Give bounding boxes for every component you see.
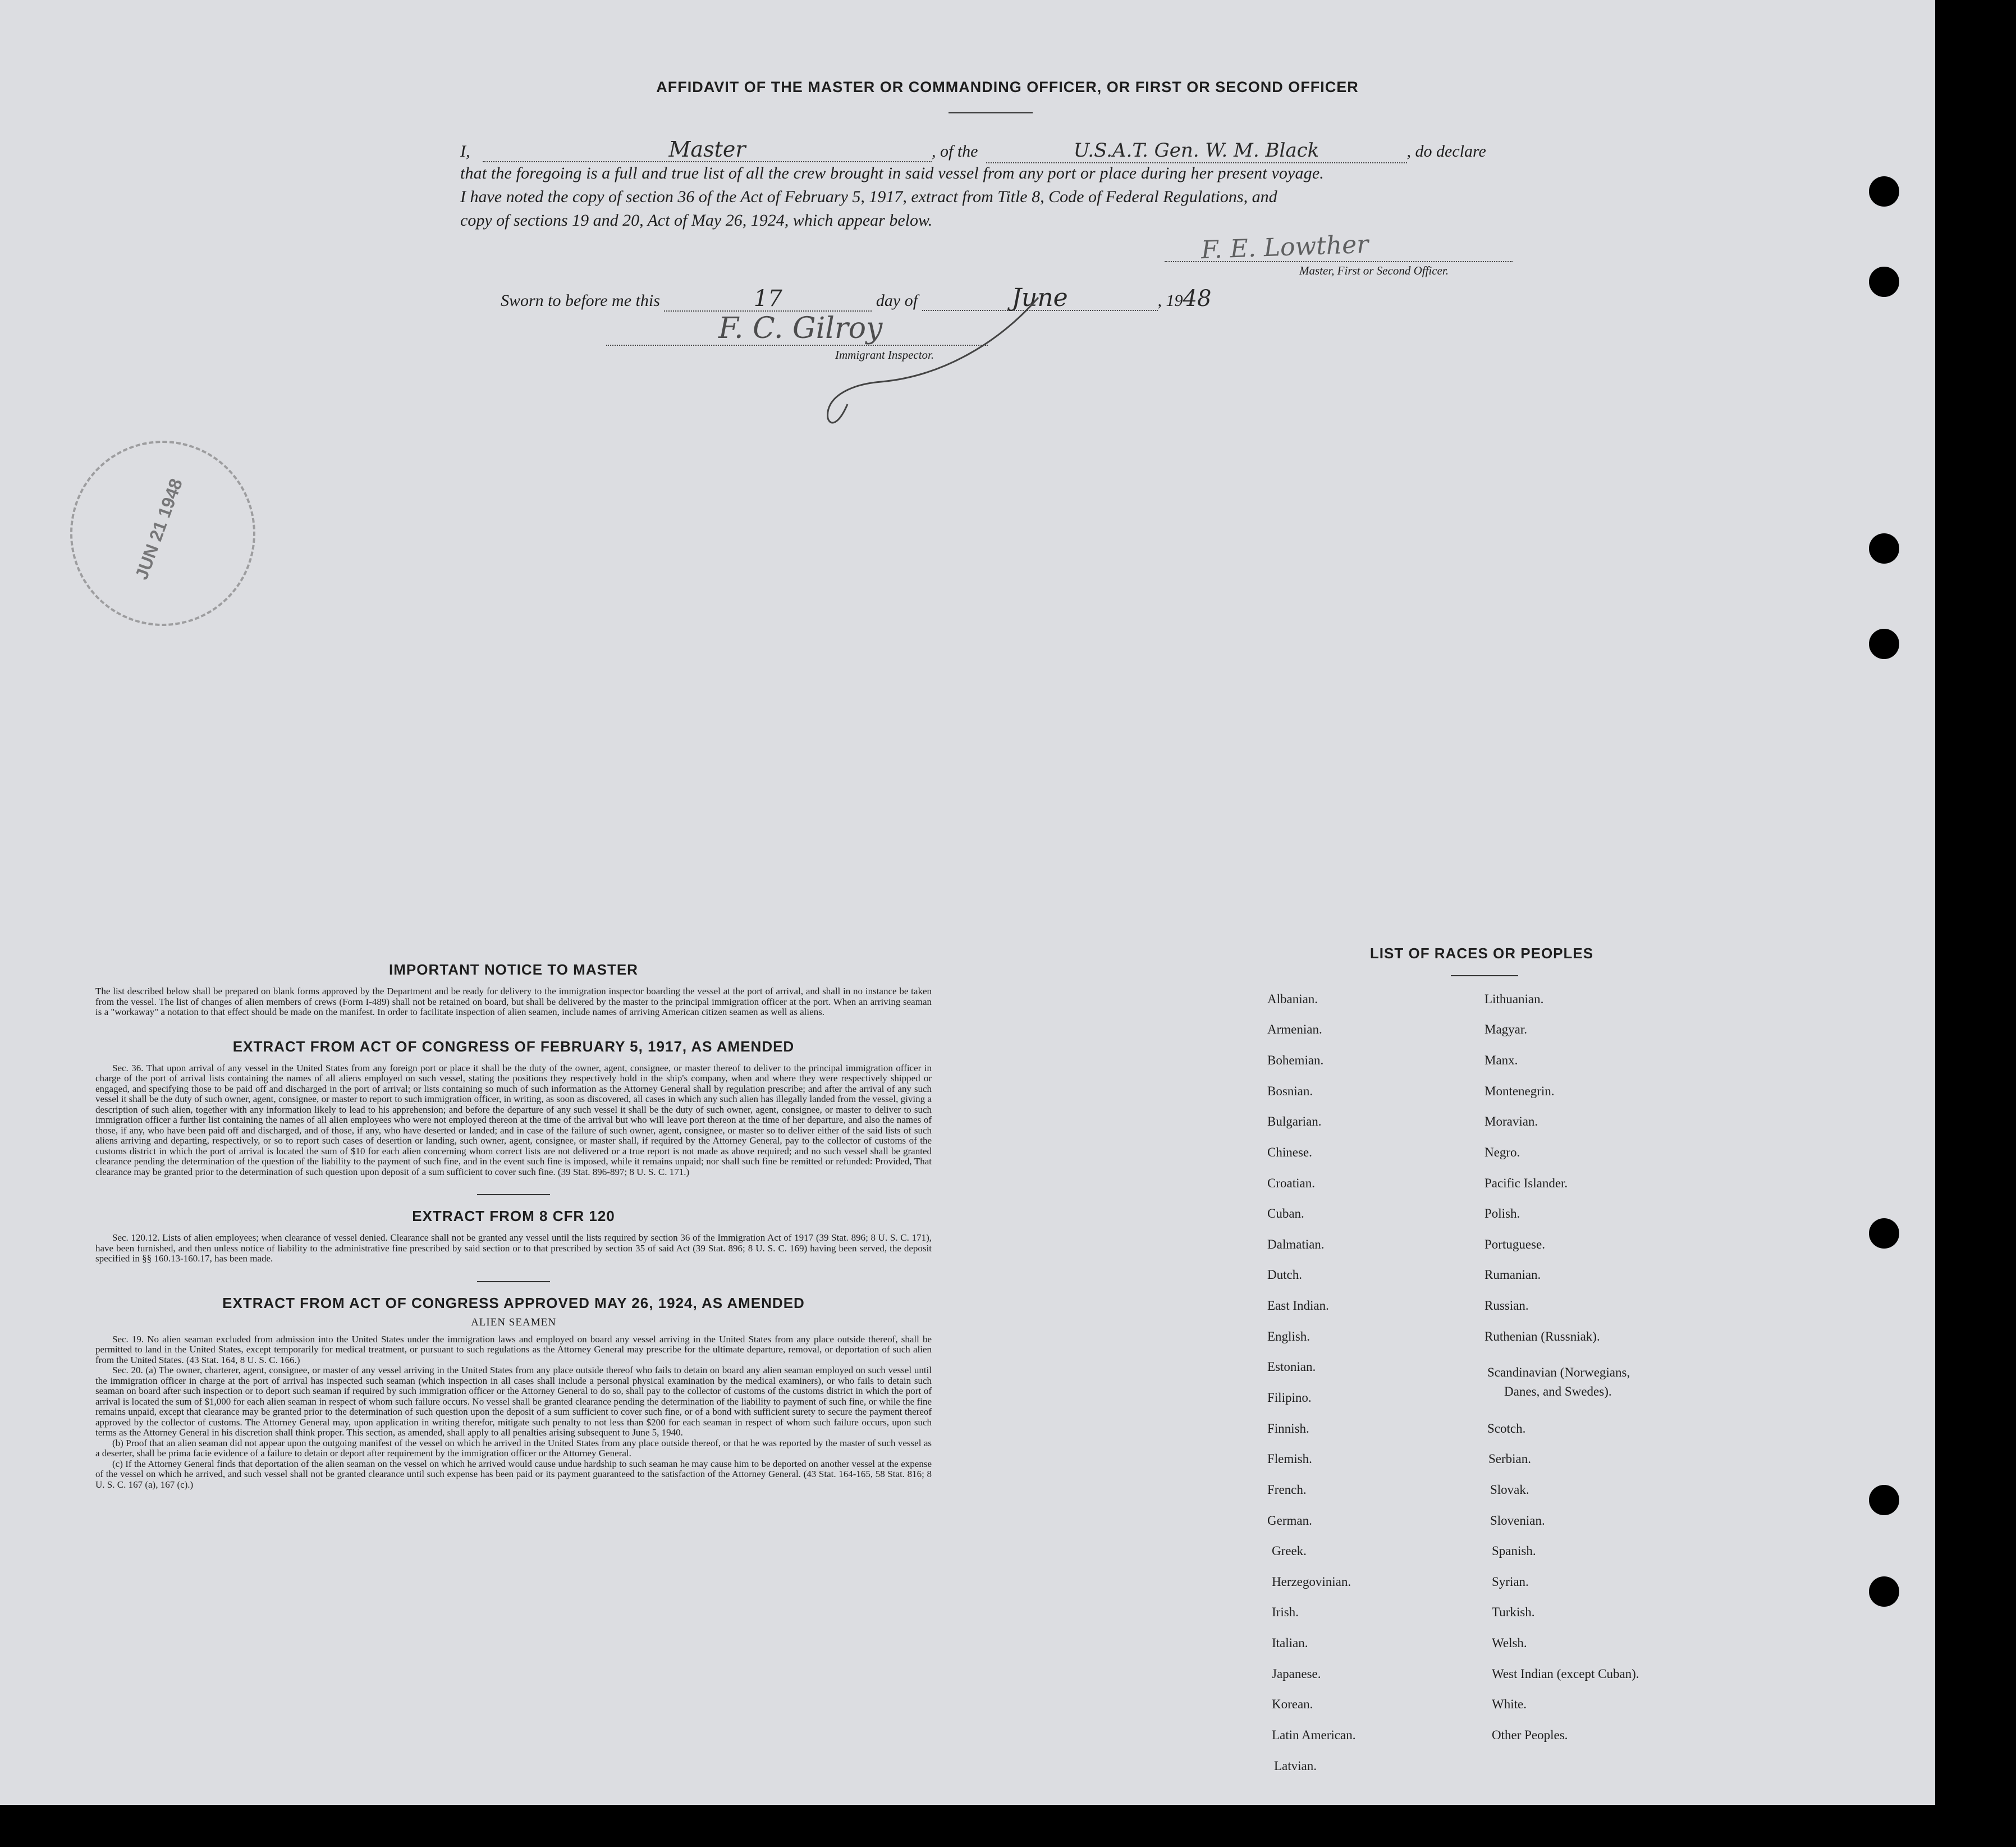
declaration-line bbox=[460, 138, 1515, 163]
race-left-item: Bohemian. bbox=[1267, 1053, 1324, 1067]
race-right-item: Slovenian. bbox=[1490, 1514, 1545, 1528]
race-left-item: Finnish. bbox=[1267, 1421, 1309, 1435]
race-right-item: Moravian. bbox=[1484, 1114, 1538, 1128]
race-left-item: Chinese. bbox=[1267, 1145, 1312, 1159]
master-label: Master, First or Second Officer. bbox=[1299, 264, 1449, 277]
year-field: 48 bbox=[1183, 286, 1212, 312]
extract2-heading: EXTRACT FROM 8 CFR 120 bbox=[412, 1208, 615, 1224]
extract3-heading: EXTRACT FROM ACT OF CONGRESS APPROVED MAY 26, 1924, AS AMENDED bbox=[222, 1294, 805, 1311]
race-left-item: German. bbox=[1267, 1514, 1312, 1528]
race-left-item: Latin American. bbox=[1272, 1728, 1356, 1742]
affidavit-title: AFFIDAVIT OF THE MASTER OR COMMANDING OFFICER, OR FIRST OR SECOND OFFICER bbox=[656, 79, 1359, 95]
body-line-3: copy of sections 19 and 20, Act of May 26, 1924, which appear below. bbox=[460, 211, 933, 230]
i-label: I, bbox=[460, 142, 470, 161]
race-left-item: Greek. bbox=[1272, 1544, 1307, 1558]
body-line-2: I have noted the copy of section 36 of the Act of February 5, 1917, extract from Title 8, Code of Federal Regulations, and bbox=[460, 188, 1277, 206]
race-right-item: Danes, and Swedes). bbox=[1504, 1384, 1612, 1398]
race-right-item: Magyar. bbox=[1484, 1022, 1528, 1036]
race-right-item: Slovak. bbox=[1490, 1483, 1529, 1497]
day-of-label: day of bbox=[876, 291, 918, 310]
race-left-item: Irish. bbox=[1272, 1605, 1299, 1619]
race-left-item: French. bbox=[1267, 1483, 1307, 1497]
race-left-item: Croatian. bbox=[1267, 1176, 1315, 1190]
race-left-item: Italian. bbox=[1272, 1636, 1308, 1650]
race-right-item: Syrian. bbox=[1492, 1575, 1529, 1589]
race-right-item: Pacific Islander. bbox=[1484, 1176, 1568, 1190]
race-right-item: Negro. bbox=[1484, 1145, 1520, 1159]
rule-1 bbox=[477, 1194, 550, 1195]
declarant-field: Master bbox=[483, 138, 932, 162]
race-right-item: Montenegrin. bbox=[1484, 1084, 1555, 1098]
receipt-stamp bbox=[70, 441, 255, 626]
race-left-item: East Indian. bbox=[1267, 1299, 1329, 1313]
notice-heading: IMPORTANT NOTICE TO MASTER bbox=[389, 961, 638, 978]
of-the-label: , of the bbox=[932, 142, 978, 161]
race-left-item: Estonian. bbox=[1267, 1360, 1316, 1374]
race-right-item: Scotch. bbox=[1487, 1421, 1526, 1435]
sec20b-text: (b) Proof that an alien seaman did not appear upon the outgoing manifest of the vessel on which he arrived in the United States from any place outside thereof, or that he was reported by the master of such vessel as a deserter, shall be prima facie evidence of a failure to detain or deport after requirement by the immigration officer or the Attorney General. bbox=[95, 1437, 932, 1459]
extract1-heading: EXTRACT FROM ACT OF CONGRESS OF FEBRUARY 5, 1917, AS AMENDED bbox=[232, 1037, 795, 1055]
race-left-item: Armenian. bbox=[1267, 1022, 1322, 1036]
punch-hole bbox=[1869, 533, 1899, 564]
race-right-item: Turkish. bbox=[1492, 1605, 1535, 1619]
race-left-item: Cuban. bbox=[1267, 1206, 1304, 1220]
notice-text: The list described below shall be prepared on blank forms approved by the Department and be ready for delivery to the immigration inspector boarding the vessel at the port of arrival, and shall in no instance be taken from the vessel. The list of changes of alien members of crews (Form I-489) shall not be retained on board, but shall be delivered by the master to the principal immigration officer at the port. When an arriving seaman is a "workaway" a notation to that effect should be made on the manifest. In order to facilitate inspection of alien seamen, include names of arriving American citizen seamen as well as aliens. bbox=[95, 986, 932, 1017]
body-line-1: that the foregoing is a full and true list of all the crew brought in said vessel from any port or place during her present voyage. bbox=[460, 164, 1324, 182]
extract3-subheading: ALIEN SEAMEN bbox=[471, 1316, 556, 1328]
punch-hole bbox=[1869, 267, 1899, 297]
race-left-item: Latvian. bbox=[1274, 1759, 1317, 1773]
race-right-item: Russian. bbox=[1484, 1299, 1529, 1313]
race-left-item: Albanian. bbox=[1267, 992, 1318, 1006]
sec19-text: Sec. 19. No alien seaman excluded from admission into the United States under the immigration laws and employed on board any vessel arriving in the United States from any place outside thereof, shall be permitted to land in the United States, except temporarily for medical treatment, or pursuant to such regulations as the Attorney General may prescribe for the ultimate departure, removal, or deportation of such alien from the United States. (43 Stat. 164, 8 U. S. C. 166.) bbox=[95, 1333, 932, 1365]
pen-stroke bbox=[814, 292, 1050, 427]
master-signature: F. E. Lowther bbox=[1201, 230, 1369, 265]
race-left-item: Japanese. bbox=[1272, 1667, 1321, 1681]
race-right-item: Welsh. bbox=[1492, 1636, 1527, 1650]
race-right-item: Scandinavian (Norwegians, bbox=[1487, 1365, 1630, 1379]
rule-2 bbox=[477, 1281, 550, 1282]
year-prefix: , 19 bbox=[1157, 291, 1183, 310]
inspector-label: Immigrant Inspector. bbox=[835, 348, 934, 362]
race-left-item: Korean. bbox=[1272, 1697, 1313, 1711]
punch-hole bbox=[1869, 1218, 1899, 1249]
punch-hole bbox=[1869, 1485, 1899, 1515]
master-signature-line bbox=[1165, 261, 1513, 262]
race-right-item: Rumanian. bbox=[1484, 1268, 1541, 1282]
races-heading: LIST OF RACES OR PEOPLES bbox=[1369, 945, 1594, 962]
race-right-item: Polish. bbox=[1484, 1206, 1520, 1220]
month-field: June bbox=[922, 286, 1158, 311]
race-right-item: Lithuanian. bbox=[1484, 992, 1544, 1006]
race-left-item: Bosnian. bbox=[1267, 1084, 1313, 1098]
race-right-item: West Indian (except Cuban). bbox=[1492, 1667, 1639, 1681]
race-left-item: Filipino. bbox=[1267, 1391, 1312, 1405]
race-right-item: Manx. bbox=[1484, 1053, 1518, 1067]
sec20c-text: (c) If the Attorney General finds that deportation of the alien seaman on the vessel on which he arrived would cause undue hardship to such seaman he may cause him to be deported on another vessel at the expense of the vessel on which he arrived, and such vessel shall not be granted clearance until such expense has been paid or its payment guaranteed to the satisfaction of the Attorney General. (43 Stat. 164-165, 58 Stat. 816; 8 U. S. C. 167 (a), 167 (c).) bbox=[95, 1458, 932, 1490]
race-left-item: Dutch. bbox=[1267, 1268, 1302, 1282]
race-left-item: Herzegovinian. bbox=[1272, 1575, 1351, 1589]
day-field: 17 bbox=[664, 287, 872, 312]
race-right-item: Other Peoples. bbox=[1492, 1728, 1568, 1742]
extract1-text: Sec. 36. That upon arrival of any vessel in the United States from any foreign port or place it shall be the duty of the owner, agent, consignee, or master thereof to deliver to the principal immigration officer in charge of the port of arrival lists containing the names of all aliens employed on such vessel, stating the positions they respectively hold in the ship's company, when and where they were respectively shipped or engaged, and specifying those to be paid off and discharged in the port of arrival; or lists containing so much of such information as the Attorney General shall by regulation prescribe; and after the arrival of any such vessel it shall be the duty of such owner, agent, consignee, or master to report to such immigration officer, in writing, as soon as discovered, all cases in which any such alien has illegally landed from the vessel, giving a description of such alien, together with any information likely to lead to his apprehension; and before the departure of any such vessel it shall be the duty of such owner, agent, consignee, or master to deliver to such immigration officer a further list containing the names of all alien employees who were not employed thereon at the time of the arrival but who will leave port thereon at the time of her departure, and also the names of those, if any, who have been paid off and discharged, and of those, if any, who have deserted or landed; and in case of the failure of such owner, agent, consignee, or master so to deliver either of the said lists of such aliens arriving and departing, respectively, or so to report such cases of desertion or landing, such owner, agent, consignee, or master shall, if required by the Attorney General, pay to the collector of customs of the customs district in which the port of arrival is located the sum of $10 for each alien concerning whom correct lists are not delivered or a true report is not made as above required; and no such vessel shall be granted clearance pending the determination of the question of the liability to the payment of such fine, and in the event such fine is imposed, while it remains unpaid; nor shall such fine be remitted or refunded: Provided, That clearance may be granted prior to the determination of such question upon deposit of a sum sufficient to cover such fine. (39 Stat. 896-897; 8 U. S. C. 171.) bbox=[95, 1062, 932, 1177]
punch-hole bbox=[1869, 1576, 1899, 1607]
extract2-text: Sec. 120.12. Lists of alien employees; when clearance of vessel denied. Clearance shall not be granted any vessel until the lists required by section 36 of the Immigration Act of 1917 (39 Stat. 896; 8 U. S. C. 171), have been furnished, and then unless notice of liability to the administrative fine prescribed by said section or to that prescribed by section 35 of said Act (39 Stat. 896; 8 U. S. C. 169) having been served, the deposit specified in §§ 160.13-160.17, has been made. bbox=[95, 1232, 932, 1264]
notice-section bbox=[95, 961, 932, 1490]
race-right-item: Portuguese. bbox=[1484, 1237, 1545, 1251]
do-declare-label: , do declare bbox=[1406, 142, 1486, 161]
punch-hole bbox=[1869, 629, 1899, 659]
races-rule bbox=[1451, 975, 1518, 976]
race-right-item: Serbian. bbox=[1488, 1452, 1532, 1466]
race-left-item: Dalmatian. bbox=[1267, 1237, 1325, 1251]
race-left-item: Flemish. bbox=[1267, 1452, 1312, 1466]
race-left-item: Bulgarian. bbox=[1267, 1114, 1322, 1128]
vessel-field: U.S.A.T. Gen. W. M. Black bbox=[986, 139, 1407, 163]
race-right-item: White. bbox=[1492, 1697, 1527, 1711]
race-right-item: Ruthenian (Russniak). bbox=[1484, 1329, 1600, 1343]
inspector-signature: F. C. Gilroy bbox=[718, 312, 883, 345]
sworn-label: Sworn to before me this bbox=[501, 291, 660, 310]
title-rule bbox=[949, 112, 1033, 113]
sec20a-text: Sec. 20. (a) The owner, charterer, agent, consignee, or master of any vessel arriving in the United States from any place outside thereof who fails to detain on board any alien seaman employed on such vessel until the immigration officer in charge at the port of arrival has inspected such seaman (which inspection in all cases shall include a personal physical examination by the medical examiners), or who fails to detain such seaman on board after such inspection or to deport such seaman if required by such immigration officer or the Attorney General to do so, shall pay to the collector of customs of the customs district in which the port of arrival is located the sum of $1,000 for each alien seaman in respect of whom such failure occurs. No vessel shall be granted clearance pending the determination of the liability to payment of such fine, or while the fine remains unpaid, except that clearance may be granted prior to the determination of such question upon the deposit of a sum sufficient to cover such fine, or of a bond with sufficient surety to secure the payment thereof approved by the collector of customs. The Attorney General may, upon application in writing therefor, mitigate such penalty to not less than $200 for each seaman in respect of whom such failure occurs, upon such terms as the Attorney General in his discretion shall think proper. This section, as amended, shall apply to all penalties arising subsequent to June 5, 1940. bbox=[95, 1365, 932, 1438]
race-right-item: Spanish. bbox=[1492, 1544, 1536, 1558]
punch-hole bbox=[1869, 176, 1899, 207]
race-left-item: English. bbox=[1267, 1329, 1311, 1343]
stamp-date: JUN 21 1948 bbox=[131, 476, 186, 583]
